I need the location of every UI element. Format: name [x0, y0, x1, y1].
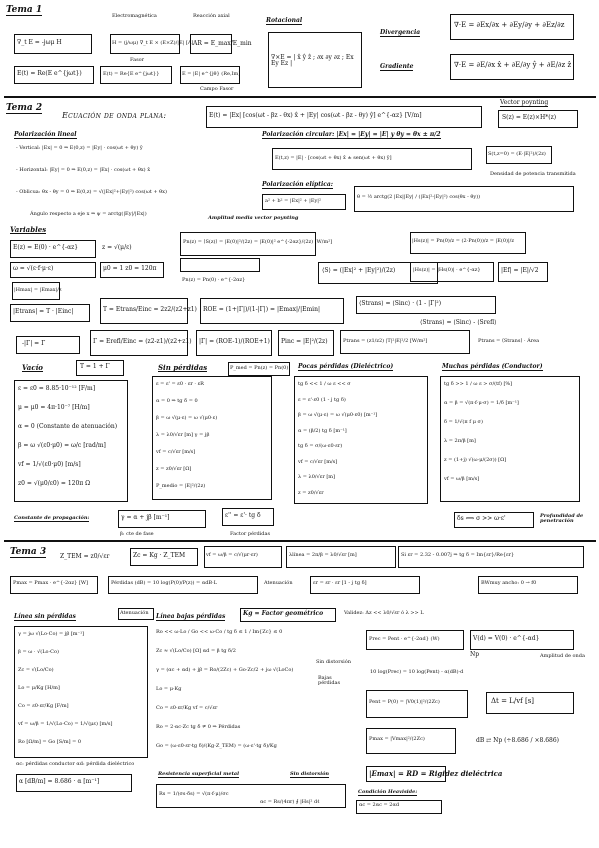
eps-r-eq: εr = εr · εr [1 - j tg δ]	[313, 580, 367, 586]
strans-eq: ⟨Strans⟩ = ⟨Sinc⟩ · (1 - |Γ|²)	[359, 300, 442, 307]
list-item: ε = ε' = ε0 · εr · εR	[156, 381, 204, 387]
bajas-perdidas-side: Bajas pérdidas	[318, 675, 341, 687]
amplitude-note: Amplitud media vector poynting	[208, 215, 299, 221]
eps-pp-eq: ε'' = ε'· tg δ	[225, 512, 261, 519]
grad2-formula: ∇·E = ∂E/∂x x̂ + ∂E/∂y ŷ + ∂E/∂z ẑ	[454, 61, 572, 69]
pol-circular-title: Polarización circular: |Ex| = |Ey| = |E| y θy = θx ± π/2	[262, 131, 441, 138]
gamma-eq: Γ = Erefl/Einc = (z2-z1)/(z2+z1)	[93, 338, 192, 345]
list-item: z = z0/√εr	[298, 489, 324, 496]
hs-eq: |Hs(z)| = Pn(0)/z = (2·Pn(0))/z = |E(0)|/z	[412, 238, 514, 244]
T-eq: T = Etrans/Einc = 2z2/(z2+z1)	[103, 306, 197, 313]
list-item: γ = jω √(Lo·Co) = jβ [m⁻¹]	[18, 631, 85, 637]
list-item: λ = λ0/√εr [m] γ = jβ	[156, 432, 210, 438]
ptrans-area-eq: Ptrans = ⟨Strans⟩ · Área	[478, 338, 540, 344]
list-item: Lo = μ·Kg	[156, 686, 182, 692]
grad-formula: ∇_t E = -jωμ H	[17, 39, 62, 46]
mu0-eq: μ0 = 1 z0 = 120π	[103, 265, 157, 272]
vector-poynting-label: Vector poynting	[500, 99, 549, 106]
z-eq: z = √(μ/ε)	[102, 244, 132, 251]
list-item: tg δ >> 1 / ω ε > σ/(tf) [%]	[444, 381, 513, 387]
emax-eq: |Emax| = RD = Rigidez dieléctrica	[369, 769, 503, 778]
list-item: vf = c/√εr [m/s]	[298, 458, 338, 465]
prec-eq: Prec = Pent · e^{-2αd} (W)	[369, 636, 440, 642]
ez-eq: E(z) = E(0) · e^{-αz}	[13, 244, 79, 251]
lambda-eq: λlínea = 2π/β = λ0/√εr [m]	[289, 552, 357, 558]
si-eq: Si εr = 2.32 - 0.007j ⇒ tg δ = Im{εr}/Re{εr}	[401, 552, 515, 558]
s-note: Densidad de potencia transmitida	[490, 171, 576, 177]
list-item: z0 = √(μ0/ε0) = 120π Ω	[18, 480, 91, 487]
variables-title: Variables	[10, 225, 47, 234]
vf-eq: vf = ω/β = c/√(μr·εr)	[206, 552, 258, 558]
gamma-abs-eq: |Γ| = (ROE-1)/(ROE+1)	[199, 338, 270, 345]
sz-box	[180, 258, 260, 272]
s-avg-eq: ⟨S⟩ = (|Ex|² + |Ey|²)/(2z)	[322, 267, 396, 274]
list-item: β = ω √(ε0·μ0) = ω/c [rad/m]	[18, 442, 106, 449]
list-item: λ = 2π/β [m]	[444, 438, 476, 444]
list-item: Ro = 2·αc·Zc tg δ ≠ 0 ⇒ Pérdidas	[156, 724, 241, 730]
sin-distorsion-side: Sin distorsión	[316, 659, 352, 665]
list-item: β = ω · √(Lo·Co)	[18, 649, 59, 655]
ar-formula: AR = E_max/E_min	[193, 40, 252, 47]
theta-eq: θ = ½ arctg(2 |Ex||Ey| / (|Ex|²-|Ey|²) cos(θx - θy))	[357, 194, 481, 200]
kg-label: Kg = Factor geométrico	[243, 610, 324, 617]
phasor-note: Campo Fasor	[200, 86, 234, 92]
skin-eq: δs ⟺ σ >> ω·ε'	[457, 515, 506, 522]
validez-label: Validez: Δz << λ0/√εr ó λ >> L	[344, 610, 424, 616]
list-item: α = 0 (Constante de atenuación)	[18, 423, 118, 430]
list-item: tg δ << 1 / ω ε << σ	[298, 381, 351, 387]
prop-const-label: Constante de propagación:	[14, 515, 90, 521]
list-item: ε = ε0 = 8.85·10⁻¹² [F/m]	[18, 385, 96, 392]
muchas-perdidas-title: Muchas pérdidas (Conductor)	[442, 363, 543, 370]
atenuacion-label: Atenuación	[264, 580, 293, 586]
heaviside-eq: αc = 2αc = 2αd	[359, 802, 400, 808]
angle-note: Ángulo respecto a eje x ⇒ ψ = arctg(|Ey|/|Ex|)	[30, 211, 147, 217]
beta-label: β: cte de fase	[120, 531, 154, 537]
list-item: α = 0 ⇒ tg δ = 0	[156, 398, 198, 404]
pocas-perdidas-title: Pocas pérdidas (Dieléctrico)	[298, 363, 394, 370]
bw-eq: BWmuy ancho: 0 → f0	[481, 580, 537, 586]
s-zw-eq: S(t,z=0) = (E·|E|²)/(2z)	[488, 151, 546, 157]
reaction-label: Reacción axial	[193, 13, 230, 19]
vacio-title: Vacío	[22, 363, 43, 372]
list-item: z = (1+j) √(ω·μ/(2σ)) [Ω]	[444, 457, 507, 463]
alpha-c-label: αc: pérdidas conductor αd: pérdida dieléctrico	[16, 761, 135, 767]
tema1-title: Tema 1	[6, 5, 43, 15]
np-label: Np	[470, 651, 480, 658]
list-item: Zc = √(Lo/Co)	[18, 667, 54, 673]
poynting-eq: S(z) = E(z)×H*(z)	[502, 114, 557, 121]
etrans-eq: |Etrans| = T · |Einc|	[13, 308, 74, 315]
ecomplex-formula: E(t) = Re{E e^{jωt}}	[103, 71, 160, 77]
deltat-eq: Δt = L/vf [s]	[491, 697, 535, 705]
ef-eq: |Ef| = |E|/√2	[501, 267, 539, 274]
list-item: α = (β/2) tg δ [m⁻¹]	[298, 427, 347, 434]
tema2-subtitle: Ecuación de onda plana:	[62, 111, 167, 120]
list-item: λ = λ0/√εr [m]	[298, 474, 335, 480]
list-item: α = β = √(π·f·μ·σ) = 1/δ [m⁻¹]	[444, 400, 519, 406]
eabs-formula: E = |E| e^{jθ} (Re,Im)	[182, 71, 241, 77]
pent-eq: Pent = P(0) = |V0(1)|²/(2Zc)	[369, 699, 440, 705]
hmax-eq: |Hmax| = |Emax|/z	[14, 287, 62, 293]
ptrans-eq: Ptrans = (z1/z2) |T|²|E|²/2 [W/m²]	[343, 338, 428, 344]
rotacional-title: Rotacional	[266, 17, 303, 24]
log-eq: 10 log(Prec) = 10 log(Pent) - α(dB)·d	[370, 669, 464, 675]
list-item: ε = ε'·ε0 (1 - j tg δ)	[298, 396, 346, 403]
divergencia-title: Divergencia	[380, 29, 421, 36]
wave-eq: E(t) = |Ex| [cos(ωt - βz - θx) x̂ + |Ey| cos(ωt - βz - θy) ŷ] e^{-αz} [V/m]	[209, 112, 422, 119]
pocas-perdidas-box	[294, 376, 428, 504]
atenuacion-label-2: Atenuación	[120, 610, 149, 616]
list-item: Zc ≈ √(Lo/Co) [Ω] αd = β tg δ/2	[156, 648, 236, 654]
tema2-title: Tema 2	[6, 103, 43, 113]
divider-1	[4, 96, 596, 98]
hs2-eq: |Hs(z)| = |Hs(0)| · e^{-αz}	[413, 267, 481, 273]
list-item: γ = (αc + αd) + jβ = Ro/(2Zc) + Go·Zc/2 + jω √(LoCo)	[156, 667, 294, 673]
pmed-eq: P_med = Pn(z) = Pn(0)	[230, 365, 289, 371]
list-item: Co = ε0·εr/Kg vf = c/√εr	[156, 705, 218, 711]
rot-formula: ∇×E = | x̂ ŷ ẑ ; ∂x ∂y ∂z ; Ex Ey Ez |	[271, 54, 354, 68]
pol-oblicua: - Oblicua: θx - θy = 0 ⇒ E(0,z) = √(|Ex|²+|Ey|²) cos(ωt + θx)	[16, 189, 167, 195]
list-item: Ro [Ω/m] = Go [S/m] = 0	[18, 739, 82, 745]
T-one-eq: T = 1 + Γ	[80, 363, 110, 370]
gradiente-title: Gradiente	[380, 63, 414, 70]
pz-eq: Pn(z) = Pn(0) · e^{-2αz}	[182, 277, 246, 283]
pol-eliptica-title: Polarización elíptica:	[262, 181, 334, 188]
omega-eq: ω = √(ε·f·μ·ε)	[13, 265, 54, 272]
pol-lineal-title: Polarización lineal	[14, 131, 77, 138]
list-item: μ = μ0 = 4π·10⁻⁷ [H/m]	[18, 404, 90, 411]
phase-label: Fasor	[130, 57, 145, 63]
rs-label: Resistencia superficial metal	[158, 771, 240, 777]
sin-distorsion: Sin distorsión	[290, 771, 330, 777]
list-item: z = z0/√εr [Ω]	[156, 466, 192, 472]
tau-eq: -|Γ| = Γ	[22, 340, 46, 347]
list-item: δ = 1/√(π f μ σ)	[444, 419, 483, 425]
tema3-title: Tema 3	[10, 547, 47, 557]
prop-const-eq: γ = α + jβ [m⁻¹]	[121, 514, 170, 521]
rs-eq: Rs = 1/(σs·δs) = √(π·f·μ)/σc	[159, 791, 229, 797]
pmax-eq: Pmax = |Vmax|²/(2Zc)	[369, 736, 425, 742]
div-formula: ∇·E = ∂Ex/∂x + ∂Ey/∂y + ∂Ez/∂z	[454, 21, 565, 29]
v-eq: V(d) = V(0) · e^{-αd}	[473, 635, 540, 642]
pol-horizontal: - Horizontal: |Ey| = 0 ⇒ E(0,z) = |Ex| · cos(ωt + θx) x̂	[16, 167, 151, 173]
pinc-eq: Pinc = |E|²/(2z)	[281, 338, 328, 345]
list-item: Ro << ω·Lo / Go << ω·Co / tg δ ≤ 1 / Im{Zc} ≤ 0	[156, 629, 283, 635]
db-np: dB ⇄ Np (÷8.686 / ×8.686)	[476, 737, 560, 744]
pol-circular-eq: E(t,z) = |E| · [cos(ωt + θx) x̂ ± sen(ωt + θx) ŷ]	[275, 155, 392, 161]
list-item: β = ω √(μ·ε) = ω √(μ0·ε)	[156, 415, 218, 421]
loss-factor: Factor pérdidas	[230, 531, 271, 537]
list-item: Co = ε0·εr/Kg [F/m]	[18, 703, 69, 709]
list-item: P_medio = |E|²/(2z)	[156, 483, 206, 489]
amplitud-label: Amplitud de onda	[540, 653, 585, 659]
sin-perdidas-title: Sin pérdidas	[158, 363, 208, 372]
list-item: vf = ω/β [m/s]	[444, 476, 480, 482]
pn-eq: Pn(z) = ⟨S(z)⟩ = |E(0)|²/(2z) = |E(0)|² e^{-2αz}/(2z) [W/m²]	[183, 239, 333, 245]
h-formula: H = (j/ωμ) ∇_t E × (E×Z)/|E| [A]	[112, 40, 194, 46]
alpha-db-eq: α [dB/m] = 8.686 · α [m⁻¹]	[19, 778, 100, 785]
list-item: Go = (ω·ε0·εr·tg δ)/(Kg·Z_TEM) = (ω·ε'·tg δ)/Kg	[156, 743, 277, 749]
heaviside-label: Condición Heaviside:	[358, 789, 418, 795]
list-item: vf = 1/√(ε0·μ0) [m/s]	[18, 461, 81, 468]
zc-eq: Zc = Kg · Z_TEM	[133, 552, 186, 559]
ztem-eq: Z_TEM = z0/√εr	[60, 553, 110, 560]
linea-bajas-title: Línea bajas pérdidas	[156, 613, 226, 620]
alpha-c-eq: αc = Rs/(4πr) ∮ |Hs|² dℓ	[260, 799, 320, 805]
strans2-eq: ⟨Strans⟩ = ⟨Sinc⟩ - ⟨Srefl⟩	[420, 319, 497, 326]
perdidas-eq: Pérdidas (dB) = 10 log(P(0)/P(z)) = αdB·L	[111, 580, 217, 586]
list-item: vf = ω/β = 1/√(Lo·Co) = 1/√(με) [m/s]	[18, 721, 113, 727]
skin-label: Profundidad de penetración	[540, 513, 584, 525]
list-item: Lo = μ/Kg [H/m]	[18, 685, 60, 691]
linea-sin-title: Línea sin pérdidas	[14, 613, 76, 620]
et-formula: E(t) = Re(E e^{jωt})	[17, 70, 82, 77]
pol-eliptica-eq: a² + b² = |Ex|² + |Ey|²	[265, 198, 321, 204]
pol-vertical: - Vertical: |Ex| = 0 ⇒ E(0,z) = |Ey| · cos(ωt + θy) ŷ	[16, 145, 143, 151]
roe-eq: ROE = (1+|Γ|)/(1-|Γ|) = |Emax|/|Emin|	[203, 306, 320, 313]
list-item: β = ω √(μ·ε) = ω √(μ0·ε0) [m⁻¹]	[298, 412, 378, 418]
electromagnetic-label: Electromagnética	[112, 13, 157, 19]
divider-2	[4, 540, 596, 542]
list-item: tg δ = σ/(ω·ε0·εr)	[298, 443, 343, 449]
pmax0-eq: Pmax = Pmax · e^{-2αz} [W]	[13, 580, 88, 586]
list-item: vf = c/√εr [m/s]	[156, 449, 196, 455]
